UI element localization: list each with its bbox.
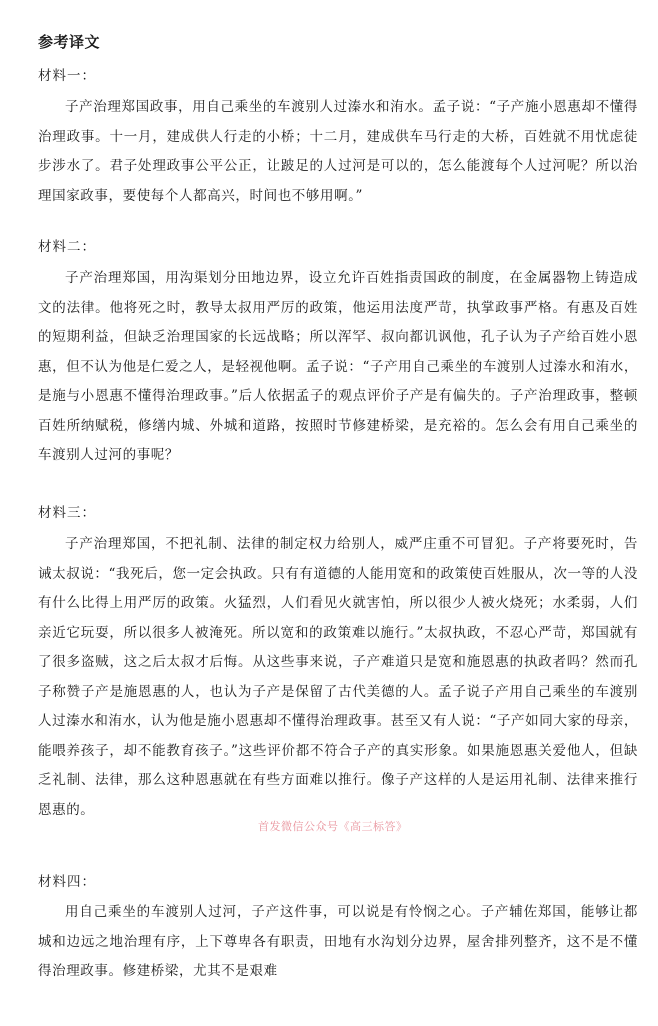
section-2-heading: 材料二： (38, 239, 96, 255)
document-title: 参考译文 (38, 33, 101, 51)
section-1-heading: 材料一： (38, 68, 96, 84)
section-1-paragraph: 子产治理郑国政事，用自己乘坐的车渡别人过溱水和洧水。孟子说：“子产施小恩惠却不懂得治理政事。十一月，建成供人行走的小桥；十二月，建成供车马行走的大桥，百姓就不用忧虑徒步涉水了。君子处理政事公平公正，让跛足的人过河是可以的，怎么能渡每个人过河呢？所以治理国家政事，要使每个人都高兴，时间也不够用啊。” (38, 99, 638, 204)
section-4-paragraph: 用自己乘坐的车渡别人过河，子产这件事，可以说是有怜悯之心。子产辅佐郑国，能够让都城和边远之地治理有序，上下尊卑各有职责，田地有水沟划分边界，屋舍排列整齐，这不是不懂得治理政事。修建桥梁，尤其不是艰难 (38, 904, 638, 979)
section-2-paragraph: 子产治理郑国，用沟渠划分田地边界，设立允许百姓指责国政的制度，在金属器物上铸造成文的法律。他将死之时，教导太叔用严厉的政策，他运用法度严苛，执掌政事严格。有惠及百姓的短期利益，但缺乏治理国家的长远战略；所以浑罕、叔向都讥讽他，孔子认为子产给百姓小恩惠，但不认为他是仁爱之人，是轻视他啊。孟子说：“子产用自己乘坐的车渡别人过溱水和洧水，是施与小恩惠不懂得治理政事。”后人依据孟子的观点评价子产是有偏失的。子产治理政事，整顿百姓所纳赋税，修缮内城、外城和道路，按照时节修建桥梁，是充裕的。怎么会有用自己乘坐的车渡别人过河的事呢？ (38, 270, 638, 463)
section-3-heading: 材料三： (38, 505, 96, 521)
watermark-text: 首发微信公众号《高三标答》 (258, 820, 408, 833)
section-4-heading: 材料四： (38, 874, 96, 890)
section-3-paragraph: 子产治理郑国，不把礼制、法律的制定权力给别人，威严庄重不可冒犯。子产将要死时，告诫太叔说：“我死后，您一定会执政。只有有道德的人能用宽和的政策使百姓服从，次一等的人没有什么比得上用严厉的政策。火猛烈，人们看见火就害怕，所以很少人被火烧死；水柔弱，人们亲近它玩耍，所以很多人被淹死。所以宽和的政策难以施行。”太叔执政，不忍心严苛，郑国就有了很多盗贼，这之后太叔才后悔。从这些事来说，子产难道只是宽和施恩惠的执政者吗？然而孔子称赞子产是施恩惠的人，也认为子产是保留了古代美德的人。孟子说子产用自己乘坐的车渡别人过溱水和洧水，认为他是施小恩惠却不懂得治理政事。甚至又有人说：“子产如同大家的母亲，能喂养孩子，却不能教育孩子。”这些评价都不符合子产的真实形象。如果施恩惠关爱他人，但缺乏礼制、法律，那么这种恩惠就在有些方面难以推行。像子产这样的人是运用礼制、法律来推行恩惠的。 (38, 536, 638, 818)
page-fade-overlay (300, 985, 370, 1015)
